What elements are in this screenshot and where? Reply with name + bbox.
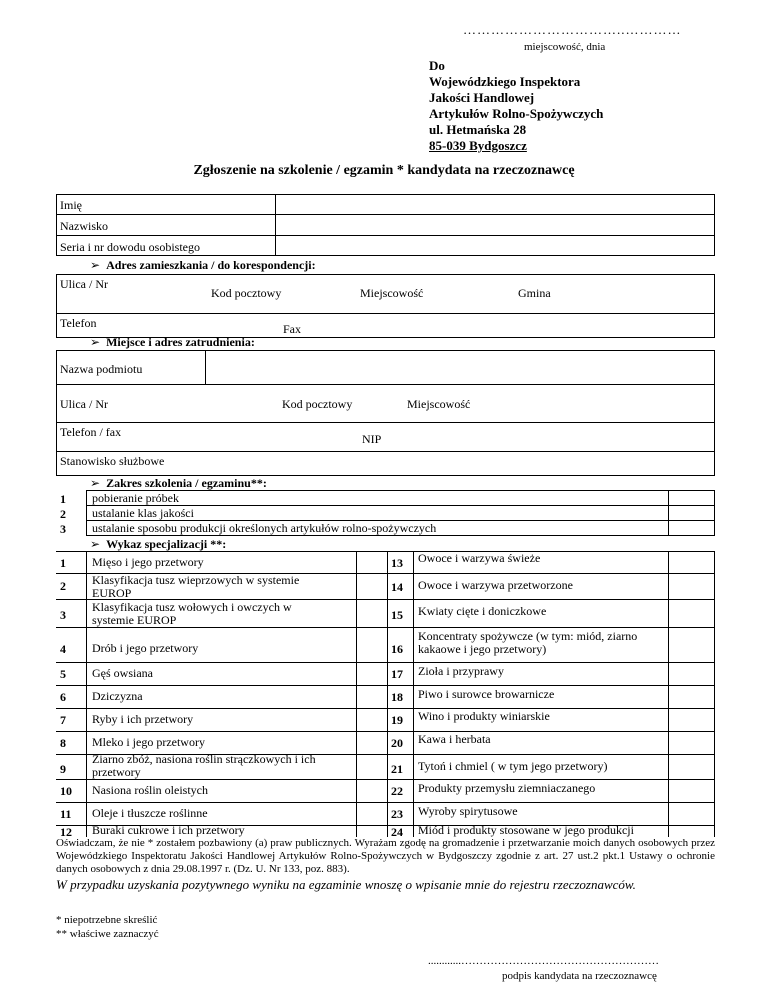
spec-label: Dziczyzna (92, 689, 143, 703)
recipient-line-4: ul. Hetmańska 28 (429, 122, 527, 137)
spec-right-checkbox-column[interactable] (669, 552, 713, 836)
spec-label: Wino i produkty winiarskie (418, 709, 550, 723)
last-name-field[interactable] (277, 216, 713, 234)
scope-heading: ➢ Zakres szkolenia / egzaminu**: (90, 476, 267, 490)
first-name-label: Imię (60, 198, 82, 212)
specializations-heading: ➢ Wykaz specjalizacji **: (90, 537, 227, 551)
employment-city-label[interactable]: Miejscowość (407, 397, 471, 411)
spec-number: 20 (391, 736, 403, 750)
spec-number: 18 (391, 690, 403, 704)
spec-label: Kwiaty cięte i doniczkowe (418, 604, 547, 618)
scope-table (56, 490, 715, 536)
employment-heading: ➢ Miejsce i adres zatrudnienia: (90, 335, 255, 349)
scope-item-number: 2 (60, 507, 66, 521)
scope-item-number: 3 (60, 522, 66, 536)
address-city-label[interactable]: Miejscowość (360, 286, 424, 300)
scope-item-label: ustalanie sposobu produkcji określonych artykułów rolno-spożywczych (92, 521, 437, 535)
spec-number: 11 (60, 807, 72, 821)
scope-item-label: ustalanie klas jakości (92, 506, 194, 520)
spec-number: 14 (391, 580, 403, 594)
address-commune-label[interactable]: Gmina (518, 286, 551, 300)
spec-label: Mleko i jego przetwory (92, 735, 205, 749)
spec-number: 7 (60, 713, 66, 727)
address-postal-label[interactable]: Kod pocztowy (211, 286, 282, 300)
address-heading: ➢ Adres zamieszkania / do korespondencji: (90, 258, 316, 272)
employment-street-label[interactable]: Ulica / Nr (60, 397, 108, 411)
spec-label: Owoce i warzywa świeże (418, 551, 541, 565)
spec-label: Kawa i herbata (418, 732, 491, 746)
spec-label: Klasyfikacja tusz wieprzowych w systemie EUROP (92, 573, 300, 600)
footnote-strike: * niepotrzebne skreślić (56, 914, 158, 926)
spec-number: 21 (391, 762, 403, 776)
id-document-label: Seria i nr dowodu osobistego (60, 240, 200, 254)
arrow-bullet-icon: ➢ (90, 258, 101, 272)
id-document-field[interactable] (277, 237, 713, 255)
scope-item-checkbox[interactable] (669, 521, 713, 534)
spec-label: Gęś owsiana (92, 666, 153, 680)
spec-number: 16 (391, 642, 403, 656)
employment-postal-label[interactable]: Kod pocztowy (282, 397, 353, 411)
spec-number: 5 (60, 667, 66, 681)
spec-label: Zioła i przyprawy (418, 664, 504, 678)
entity-name-label: Nazwa podmiotu (60, 362, 143, 376)
arrow-bullet-icon: ➢ (90, 476, 101, 490)
spec-label: Mięso i jego przetwory (92, 555, 204, 569)
address-street-label[interactable]: Ulica / Nr (60, 277, 108, 291)
scope-item-label: pobieranie próbek (92, 491, 179, 505)
spec-number: 2 (60, 579, 66, 593)
spec-number: 22 (391, 784, 403, 798)
spec-number: 17 (391, 667, 403, 681)
footnote-mark: ** właściwe zaznaczyć (56, 928, 159, 940)
specializations-table (56, 551, 715, 837)
spec-number: 24 (391, 825, 403, 839)
signature-line: ............……………………………………………… (428, 955, 659, 967)
recipient-line-1: Wojewódzkiego Inspektora (429, 74, 581, 89)
spec-label: Ryby i ich przetwory (92, 712, 194, 726)
spec-label: Drób i jego przetwory (92, 641, 199, 655)
spec-number: 10 (60, 784, 72, 798)
form-title: Zgłoszenie na szkolenie / egzamin * kandydata na rzeczoznawcę (193, 163, 575, 178)
recipient-line-5: 85-039 Bydgoszcz (429, 138, 527, 153)
spec-number: 19 (391, 713, 403, 727)
spec-left-checkbox-column[interactable] (357, 552, 386, 836)
scope-item-checkbox[interactable] (669, 506, 713, 519)
spec-number: 4 (60, 642, 66, 656)
spec-number: 15 (391, 608, 403, 622)
spec-label: Wyroby spirytusowe (418, 804, 518, 818)
spec-label: Owoce i warzywa przetworzone (418, 578, 573, 592)
spec-label: Piwo i surowce browarnicze (418, 687, 555, 701)
spec-number: 23 (391, 807, 403, 821)
spec-label: Nasiona roślin oleistych (92, 783, 208, 797)
job-position-label[interactable]: Stanowisko służbowe (60, 454, 165, 468)
spec-label: Buraki cukrowe i ich przetwory (92, 823, 245, 837)
signature-label: podpis kandydata na rzeczoznawcę (502, 970, 657, 982)
recipient-to: Do (429, 58, 445, 73)
spec-label: Oleje i tłuszcze roślinne (92, 806, 208, 820)
scope-item-checkbox[interactable] (669, 491, 713, 504)
recipient-address (429, 58, 603, 154)
address-phone-label[interactable]: Telefon (60, 316, 97, 330)
date-place-line: ……………………………..………… (463, 22, 682, 37)
recipient-line-2: Jakości Handlowej (429, 90, 535, 105)
consent-statement: Oświadczam, że nie * zostałem pozbawiony (a) praw publicznych. Wyrażam zgodę na gromadzenie i przetwarzanie moich danych osobowych przez Wojewódzkiego Inspektoratu Jakości Handlowej Artykułów Rolno-Spożywczych w Bydgoszczy zgodnie z art. 27 ust.2 pkt.1 Ustawy o ochronie danych osobowych z dnia 29.08.1997 r. (Dz. U. Nr 133, poz. 883). (56, 837, 715, 875)
date-place-label: miejscowość, dnia (524, 41, 606, 53)
spec-number: 6 (60, 690, 66, 704)
arrow-bullet-icon: ➢ (90, 335, 101, 349)
spec-number: 13 (391, 556, 403, 570)
spec-number: 9 (60, 762, 66, 776)
spec-number: 12 (60, 825, 72, 839)
entity-name-field[interactable] (207, 351, 713, 383)
last-name-label: Nazwisko (60, 219, 108, 233)
spec-label: Tytoń i chmiel ( w tym jego przetwory) (418, 759, 608, 773)
employment-phone-label[interactable]: Telefon / fax (60, 425, 122, 439)
nip-label[interactable]: NIP (362, 432, 382, 446)
spec-number: 8 (60, 736, 66, 750)
recipient-line-3: Artykułów Rolno-Spożywczych (429, 106, 604, 121)
spec-label: Koncentraty spożywcze (w tym: miód, ziarno kakaowe i jego przetwory) (418, 629, 638, 656)
arrow-bullet-icon: ➢ (90, 537, 101, 551)
spec-label: Miód i produkty stosowane w jego produkcji (418, 823, 634, 837)
address-table (56, 274, 715, 338)
scope-item-number: 1 (60, 492, 66, 506)
spec-number: 3 (60, 608, 66, 622)
spec-label: Produkty przemysłu ziemniaczanego (418, 781, 596, 795)
spec-label: Klasyfikacja tusz wołowych i owczych w systemie EUROP (92, 600, 292, 627)
first-name-field[interactable] (277, 195, 713, 213)
spec-label: Ziarno zbóż, nasiona roślin strączkowych i ich przetwory (92, 752, 316, 779)
spec-number: 1 (60, 556, 66, 570)
consent-register-request: W przypadku uzyskania pozytywnego wyniku na egzaminie wnoszę o wpisanie mnie do rejestru rzeczoznawców. (56, 877, 636, 892)
address-fax-label[interactable]: Fax (283, 322, 301, 336)
